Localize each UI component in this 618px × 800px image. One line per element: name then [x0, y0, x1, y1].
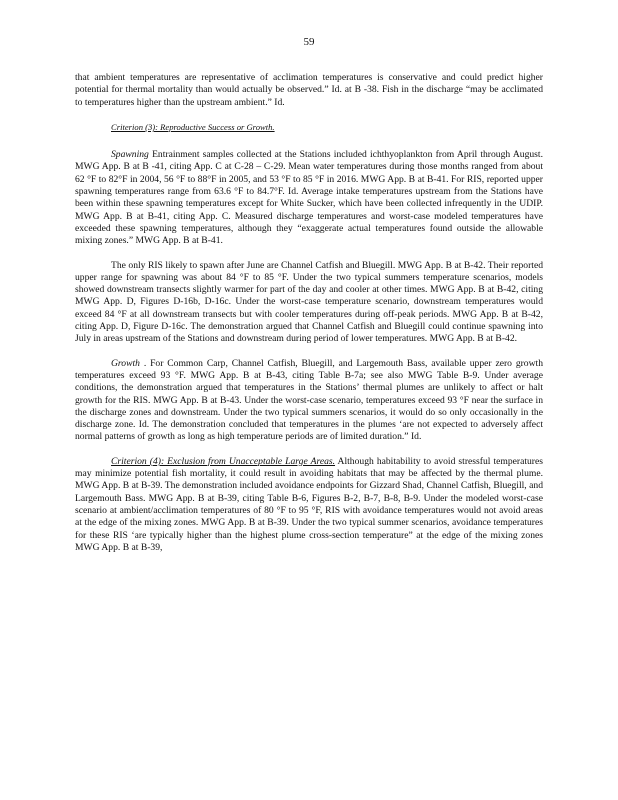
criterion-3-heading: Criterion (3): Reproductive Success or Growth.	[111, 121, 275, 132]
growth-label: Growth	[111, 357, 140, 369]
criterion-4-heading: Criterion (4): Exclusion from Unacceptable Large Areas.	[111, 455, 336, 467]
page-number: 59	[303, 36, 315, 48]
paragraph-continuation: that ambient temperatures are representative of acclimation temperatures is conservative and could predict higher potential for thermal mortality than would actually be observed.” Id. at B -38. Fish in the discharge “may be acclimated to temperatures higher than the upstream ambient.” Id.	[75, 72, 543, 108]
spawning-text: Entrainment samples collected at the Stations included ichthyoplankton from April through August. MWG App. B at B -41, citing App. C at C-28 – C-29. Mean water temperatures during those months ranged from about 62 °F to 82°F in 2004, 56 °F to 88°F in 2005, and 53 °F to 85 °F in 2016. MWG App. B at B-41. For RIS, reported upper spawning temperatures range from 63.6 °F to 84.7°F. Id. Average intake temperatures upstream from the Stations have been within these spawning temperatures except for White Sucker, which have been collected infrequently in the UDIP. MWG App. B at B-41, citing App. C. Measured discharge temperatures and worst-case modeled temperatures have exceeded these spawning temperatures, although they “exaggerate actual temperatures found outside the allowable mixing zones.” MWG App. B at B-41.	[75, 149, 543, 247]
paragraph-channel-catfish: The only RIS likely to spawn after June are Channel Catfish and Bluegill. MWG App. B at B-42. Their reported upper range for spawning was about 84 °F to 85 °F. Under the two typical summers temperature scenarios, models showed downstream transects slightly warmer for part of the day and cooler at other times. MWG App. B at B-42, citing MWG App. D, Figures D-16b, D-16c. Under the worst-case temperature scenario, downstream temperatures would exceed 84 °F at all downstream transects but with cooler temperatures during off-peak periods. MWG App. B at B-42, citing App. D, Figure D-16c. The demonstration argued that Channel Catfish and Bluegill could continue spawning into July in areas upstream of the Stations and downstream during period of lower temperatures. MWG App. B at B-42.	[75, 259, 543, 345]
paragraph-spawning	[75, 149, 543, 247]
exclusion-text: Although habitability to avoid stressful temperatures may minimize potential fish mortality, it could result in avoiding habitats that may be affected by the thermal plume. MWG App. B at B-39. The demonstration included avoidance endpoints for Gizzard Shad, Channel Catfish, Bluegill, and Largemouth Bass. MWG App. B at B-39, citing Table B-6, Figures B-2, B-7, B-8, B-9. Under the modeled worst-case scenario at ambient/acclimation temperatures of 80 °F to 95 °F, RIS with avoidance temperatures would not avoid areas at the edge of the mixing zones. MWG App. B at B-39. Under the two typical summer scenarios, avoidance temperatures for these RIS ‘are typically higher than the highest plume cross-section temperature” at the edge of the mixing zones MWG App. B at B-39,	[75, 455, 543, 553]
spawning-label: Spawning	[111, 149, 149, 161]
paragraph-growth	[75, 358, 543, 444]
growth-text: . For Common Carp, Channel Catfish, Bluegill, and Largemouth Bass, available upper zero growth temperatures exceed 93 °F. MWG App. B at B-43, citing Table B-7a; see also MWG Table B-9. Under average conditions, the demonstration argued that temperatures in the Stations’ thermal plumes are unlikely to affect or halt growth for the RIS. MWG App. B at B-43. Under the worst-case scenario, temperatures exceed 93 °F near the surface in the discharge zones and downstream. Under the two typical summers scenarios, it would do so only occasionally in the discharge zone. Id. The demonstration concluded that temperatures in the plumes ‘are not expected to adversely affect normal patterns of growth as long as high temperature periods are of limited duration.” Id.	[75, 357, 543, 443]
paragraph-exclusion	[75, 456, 543, 554]
page-body	[75, 72, 543, 566]
